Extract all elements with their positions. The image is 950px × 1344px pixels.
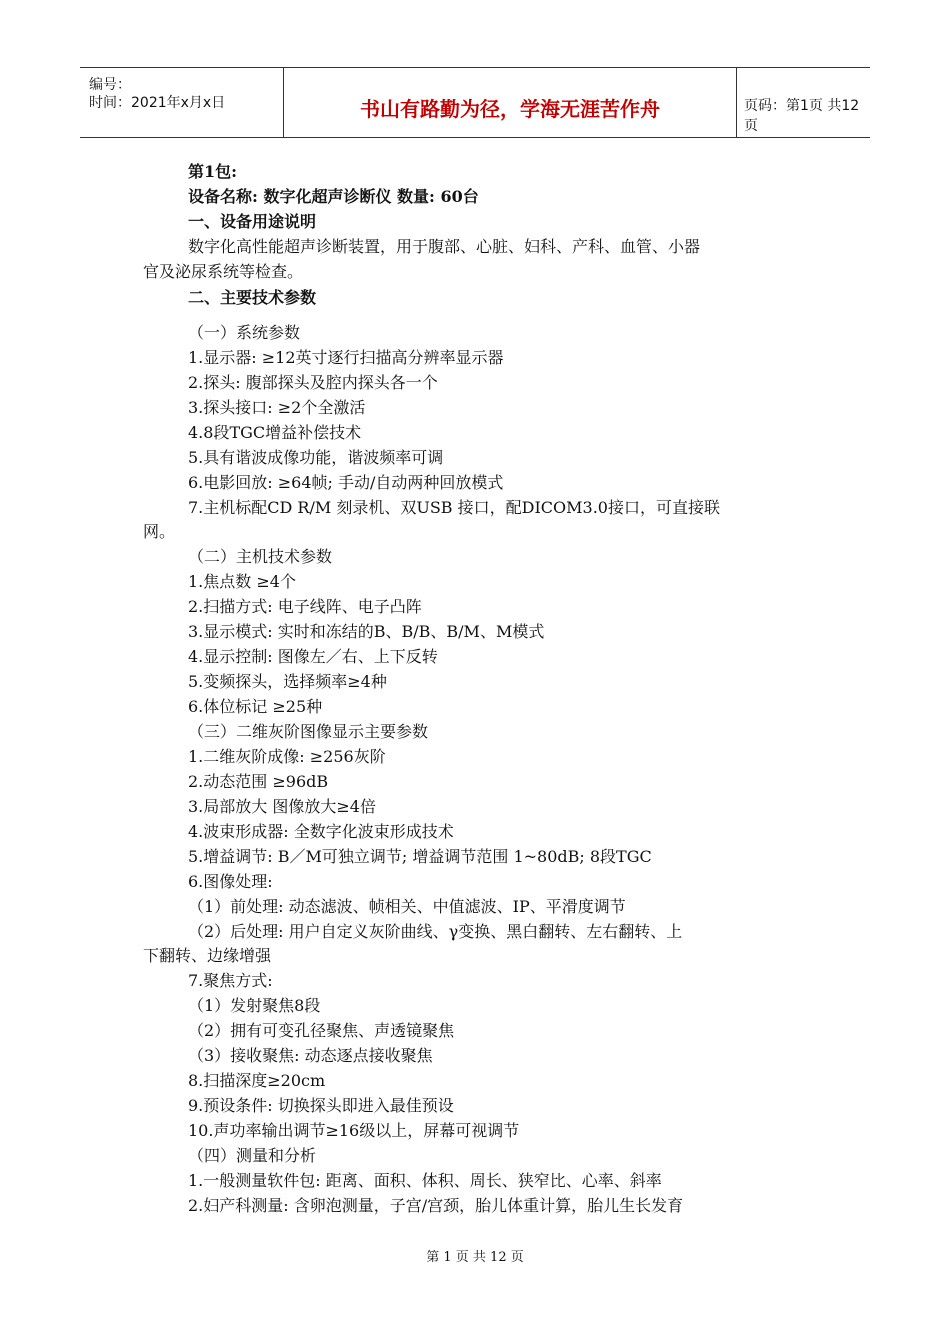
subsection-heading: （四）测量和分析: [188, 1146, 317, 1165]
list-subitem: （1）前处理: 动态滤波、帧相关、中值滤波、IP、平滑度调节: [188, 897, 626, 916]
list-item: 1.二维灰阶成像: ≥256灰阶: [188, 747, 386, 766]
body-line: 数字化高性能超声诊断装置，用于腹部、心脏、妇科、产科、血管、小器: [188, 237, 701, 256]
list-item: 3.显示模式: 实时和冻结的B、B/B、B/M、M模式: [188, 622, 545, 641]
header-page-cell: [736, 68, 870, 137]
list-item: 6.电影回放: ≥64帧; 手动/自动两种回放模式: [188, 473, 504, 492]
section-heading: 二、主要技术参数: [188, 288, 317, 307]
subsection-heading: （三）二维灰阶图像显示主要参数: [188, 722, 429, 741]
subsection-heading: （一）系统参数: [188, 323, 301, 342]
list-item: 5.变频探头，选择频率≥4种: [188, 672, 387, 691]
list-subitem: （2）拥有可变孔径聚焦、声透镜聚焦: [188, 1021, 455, 1040]
list-item: 1.焦点数 ≥4个: [188, 572, 296, 591]
list-subitem: （3）接收聚焦: 动态逐点接收聚焦: [188, 1046, 433, 1065]
list-item: 5.增益调节: B／M可独立调节; 增益调节范围 1~80dB; 8段TGC: [188, 847, 652, 866]
list-item: 2.妇产科测量: 含卵泡测量，子宫/宫颈，胎儿体重计算，胎儿生长发育: [188, 1196, 684, 1215]
list-item: 7.聚焦方式:: [188, 971, 273, 990]
header-motto-cell: [283, 68, 737, 137]
header-motto: 书山有路勤为径，学海无涯苦作舟: [360, 97, 660, 121]
list-item: 2.探头: 腹部探头及腔内探头各一个: [188, 373, 438, 392]
document-number-label: 编号：: [89, 77, 131, 93]
device-name-line: 设备名称: 数字化超声诊断仪 数量: 60台: [188, 187, 479, 206]
section-heading: 一、设备用途说明: [188, 212, 317, 231]
list-subitem: （2）后处理: 用户自定义灰阶曲线、γ变换、黑白翻转、左右翻转、上: [188, 922, 683, 941]
list-item: 2.动态范围 ≥96dB: [188, 772, 329, 791]
body-line: 官及泌尿系统等检查。: [143, 262, 304, 281]
page-header: [80, 67, 870, 138]
list-item: 9.预设条件: 切换探头即进入最佳预设: [188, 1096, 454, 1115]
package-heading: 第1包:: [188, 162, 238, 181]
list-item: 7.主机标配CD R/M 刻录机、双USB 接口，配DICOM3.0接口，可直接联: [188, 498, 720, 517]
list-item: 1.一般测量软件包: 距离、面积、体积、周长、狭窄比、心率、斜率: [188, 1171, 662, 1190]
header-info-cell: [80, 68, 283, 137]
list-item: 6.图像处理:: [188, 872, 273, 891]
list-subitem-continuation: 下翻转、边缘增强: [143, 946, 272, 965]
page-footer: 第 1 页 共 12 页: [426, 1250, 524, 1265]
subsection-heading: （二）主机技术参数: [188, 547, 333, 566]
list-item: 3.局部放大 图像放大≥4倍: [188, 797, 376, 816]
list-item: 6.体位标记 ≥25种: [188, 697, 323, 716]
list-item: 4.波束形成器: 全数字化波束形成技术: [188, 822, 454, 841]
list-subitem: （1）发射聚焦8段: [188, 996, 321, 1015]
list-item: 4.8段TGC增益补偿技术: [188, 423, 362, 442]
list-item-continuation: 网。: [143, 522, 176, 541]
list-item: 3.探头接口: ≥2个全激活: [188, 398, 366, 417]
list-item: 10.声功率输出调节≥16级以上，屏幕可视调节: [188, 1121, 520, 1140]
list-item: 1.显示器: ≥12英寸逐行扫描高分辨率显示器: [188, 348, 504, 367]
header-page-info: 页码：第1页 共12页: [744, 98, 860, 134]
list-item: 8.扫描深度≥20cm: [188, 1071, 326, 1090]
document-date-label: 时间：2021年x月x日: [89, 95, 226, 111]
list-item: 4.显示控制: 图像左／右、上下反转: [188, 647, 438, 666]
list-item: 2.扫描方式: 电子线阵、电子凸阵: [188, 597, 422, 616]
list-item: 5.具有谐波成像功能，谐波频率可调: [188, 448, 444, 467]
